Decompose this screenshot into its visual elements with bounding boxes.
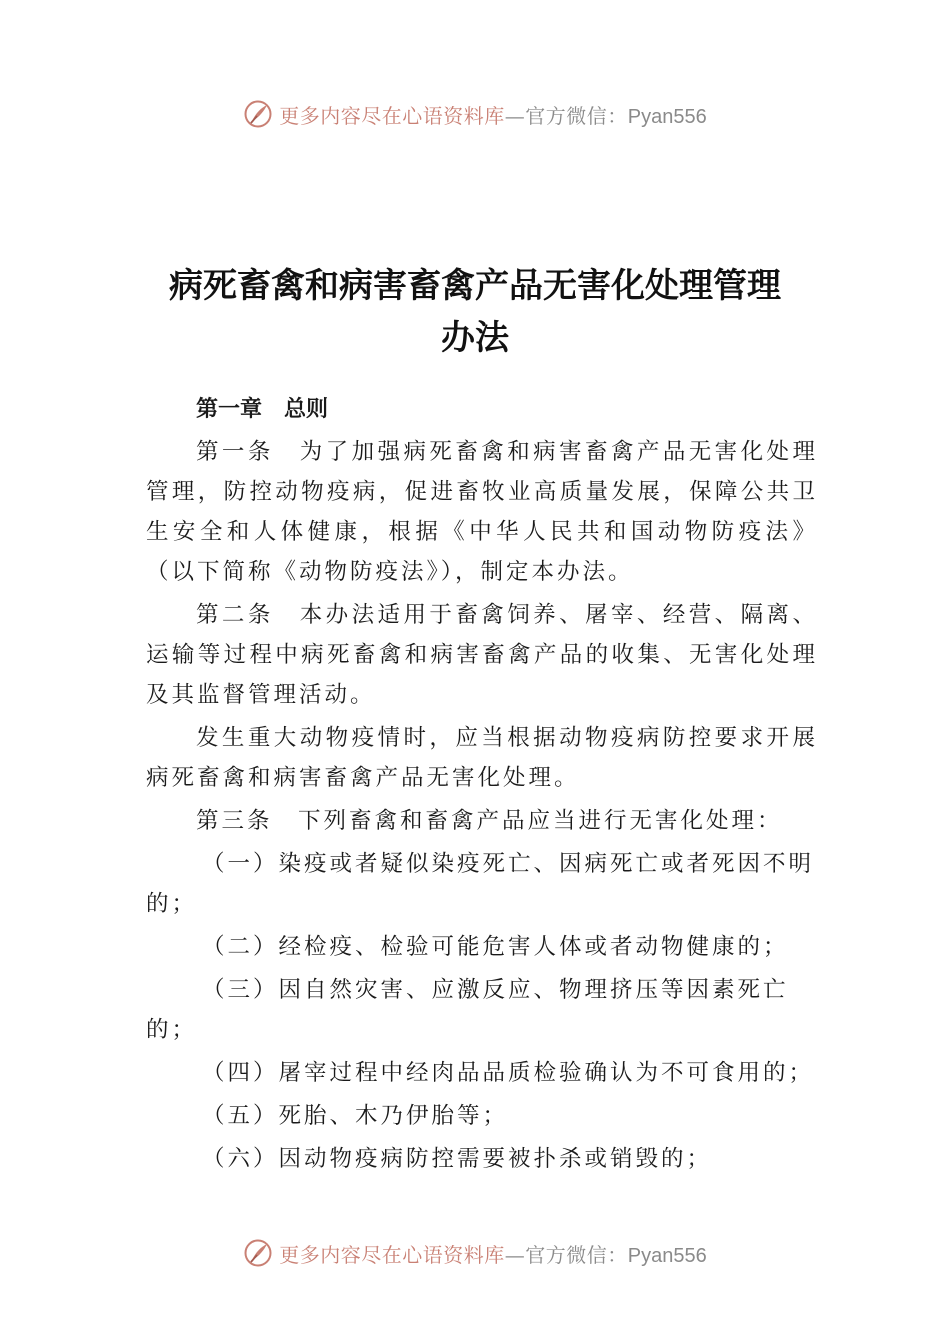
document-title-line2: 办法	[441, 318, 509, 358]
watermark-wechat-label: 官方微信：	[525, 103, 628, 128]
watermark-dash: —	[504, 103, 526, 128]
watermark-text	[279, 100, 706, 129]
article-1: 第一条 为了加强病死畜禽和病害畜禽产品无害化处理管理，防控动物疫病，促进畜牧业高质量发展，保障公共卫生安全和人体健康，根据《中华人民共和国动物防疫法》（以下简称《动物防疫法》），制定本办法。	[146, 439, 818, 585]
header-watermark	[0, 94, 950, 134]
watermark-dash: —	[504, 1242, 526, 1267]
article-2: 第二条 本办法适用于畜禽饲养、屠宰、经营、隔离、运输等过程中病死畜禽和病害畜禽产品的收集、无害化处理及其监督管理活动。	[146, 602, 818, 708]
watermark-wechat-label: 官方微信：	[525, 1242, 628, 1267]
list-item: （六）因动物疫病防控需要被扑杀或销毁的；	[202, 1146, 713, 1172]
feather-quill-icon	[243, 1238, 273, 1268]
list-item: （五）死胎、木乃伊胎等；	[202, 1103, 509, 1129]
feather-quill-icon	[243, 99, 273, 129]
watermark-handle: Pyan556	[627, 1244, 707, 1267]
article-3: 第三条 下列畜禽和畜禽产品应当进行无害化处理：	[196, 808, 783, 834]
list-item: （一）染疫或者疑似染疫死亡、因病死亡或者死因不明的；	[146, 851, 815, 917]
watermark-handle: Pyan556	[627, 105, 707, 128]
watermark-brand: 更多内容尽在心语资料库	[279, 103, 505, 128]
watermark-brand: 更多内容尽在心语资料库	[279, 1242, 505, 1267]
watermark-text	[279, 1239, 706, 1268]
article-2-paragraph-2: 发生重大动物疫情时，应当根据动物疫病防控要求开展病死畜禽和病害畜禽产品无害化处理。	[146, 725, 818, 791]
list-item: （三）因自然灾害、应激反应、物理挤压等因素死亡的；	[146, 977, 789, 1043]
chapter-heading: 第一章 总则	[196, 397, 329, 422]
footer-watermark	[0, 1233, 950, 1273]
list-item: （四）屠宰过程中经肉品品质检验确认为不可食用的；	[202, 1060, 815, 1086]
list-item: （二）经检疫、检验可能危害人体或者动物健康的；	[202, 934, 789, 960]
document-title-line1: 病死畜禽和病害畜禽产品无害化处理管理	[169, 266, 781, 306]
document-body	[146, 392, 818, 1182]
